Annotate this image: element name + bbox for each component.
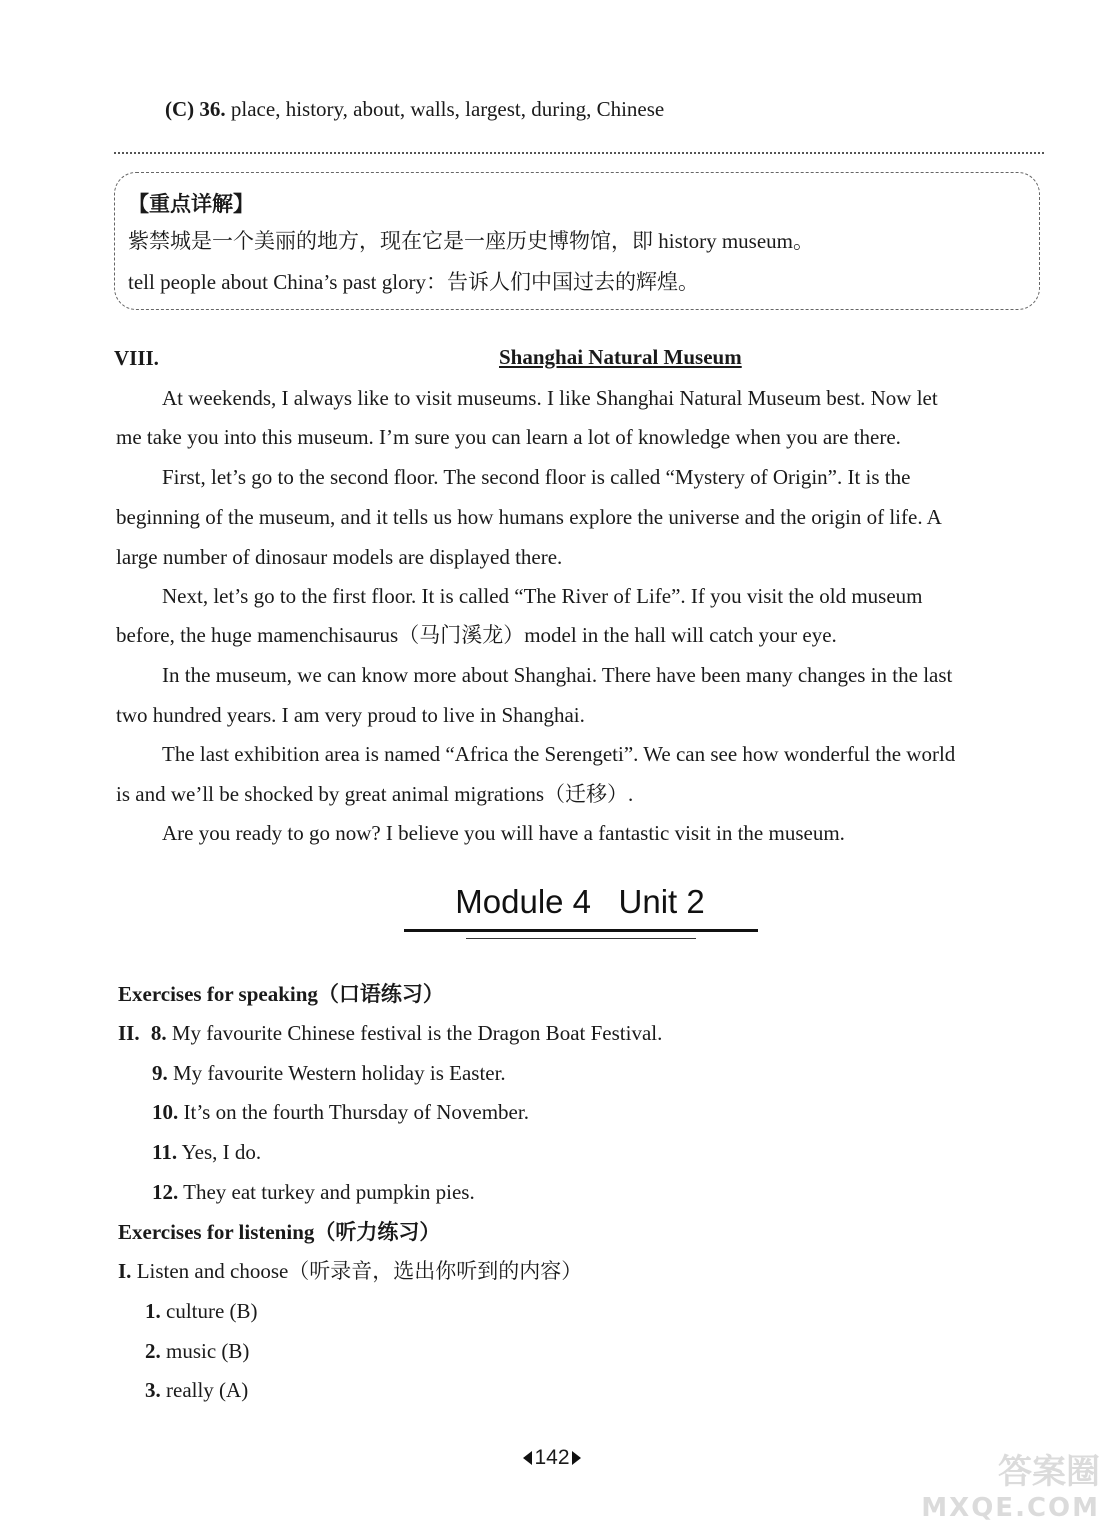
page-number <box>500 1444 604 1472</box>
key-points-line-2: tell people about China’s past glory：告诉人们中国过去的辉煌。 <box>128 270 700 294</box>
passage-title: Shanghai Natural Museum <box>499 345 742 369</box>
item-number: 12. <box>152 1180 179 1204</box>
passage-line: The last exhibition area is named “Africa the Serengeti”. We can see how wonderful the world <box>162 742 956 766</box>
passage-line: Are you ready to go now? I believe you will have a fantastic visit in the museum. <box>162 821 845 845</box>
item-number: 9. <box>152 1061 168 1085</box>
listening-item <box>145 1339 249 1363</box>
watermark-text: 答案圈 <box>998 1452 1100 1492</box>
listening-item <box>145 1378 248 1402</box>
key-points-line-1: 紫禁城是一个美丽的地方，现在它是一座历史博物馆，即 history museum。 <box>128 229 814 253</box>
speaking-item <box>152 1140 261 1164</box>
passage-line: At weekends, I always like to visit museums. I like Shanghai Natural Museum best. Now let <box>162 386 938 410</box>
item-text: My favourite Chinese festival is the Dragon Boat Festival. <box>171 1021 663 1045</box>
watermark-logo <box>920 1452 1100 1532</box>
speaking-item <box>152 1061 506 1085</box>
module-title: Module 4 Unit 2 <box>455 883 705 920</box>
speaking-item <box>152 1100 529 1124</box>
passage-line: is and we’ll be shocked by great animal migrations（迁移）. <box>116 782 634 806</box>
speaking-item <box>152 1180 475 1204</box>
triangle-right-icon <box>572 1451 581 1465</box>
key-points-title: 【重点详解】 <box>128 192 254 216</box>
item-number: 8. <box>150 1021 167 1045</box>
item-text: really (A) <box>166 1378 249 1402</box>
passage-line: large number of dinosaur models are displayed there. <box>116 545 563 569</box>
answer-text: place, history, about, walls, largest, during, Chinese <box>230 97 665 121</box>
answer-label: (C) 36. <box>165 97 226 121</box>
passage-line: Next, let’s go to the first floor. It is called “The River of Life”. If you visit the old museum <box>162 584 923 608</box>
module-title-rule <box>404 929 758 932</box>
listening-item <box>145 1299 258 1323</box>
passage-line: me take you into this museum. I’m sure you can learn a lot of knowledge when you are there. <box>116 425 901 449</box>
item-text: They eat turkey and pumpkin pies. <box>183 1180 475 1204</box>
page-number-text: 142 <box>534 1446 570 1469</box>
passage-line: before, the huge mamenchisaurus（马门溪龙）model in the hall will catch your eye. <box>116 623 837 647</box>
item-text: music (B) <box>166 1339 250 1363</box>
item-text: My favourite Western holiday is Easter. <box>173 1061 506 1085</box>
watermark-url: MXQE.COM <box>921 1493 1100 1523</box>
item-number: 1. <box>145 1299 161 1323</box>
listening-heading: Exercises for listening（听力练习） <box>118 1220 441 1244</box>
dotted-divider <box>114 152 1044 154</box>
passage-line: beginning of the museum, and it tells us how humans explore the universe and the origin of life. A <box>116 505 942 529</box>
item-number: 11. <box>152 1140 178 1164</box>
passage-line: two hundred years. I am very proud to live in Shanghai. <box>116 703 585 727</box>
section-number-i: I. <box>118 1259 132 1283</box>
speaking-item <box>118 1021 662 1045</box>
passage-line: First, let’s go to the second floor. The second floor is called “Mystery of Origin”. It is the <box>162 465 911 489</box>
item-text: Yes, I do. <box>181 1140 262 1164</box>
module-title-subrule <box>466 938 696 939</box>
item-number: 2. <box>145 1339 161 1363</box>
section-number-ii: II. <box>118 1021 140 1045</box>
item-text: culture (B) <box>166 1299 258 1323</box>
triangle-left-icon <box>523 1451 532 1465</box>
item-number: 3. <box>145 1378 161 1402</box>
answer-line-36 <box>165 97 664 121</box>
passage-line: In the museum, we can know more about Shanghai. There have been many changes in the last <box>162 663 953 687</box>
section-number-viii: VIII. <box>114 346 159 370</box>
item-number: 10. <box>152 1100 179 1124</box>
instruction-text: Listen and choose（听录音，选出你听到的内容） <box>136 1259 583 1283</box>
speaking-heading: Exercises for speaking（口语练习） <box>118 982 444 1006</box>
item-text: It’s on the fourth Thursday of November. <box>183 1100 529 1124</box>
listening-instruction <box>118 1259 582 1283</box>
